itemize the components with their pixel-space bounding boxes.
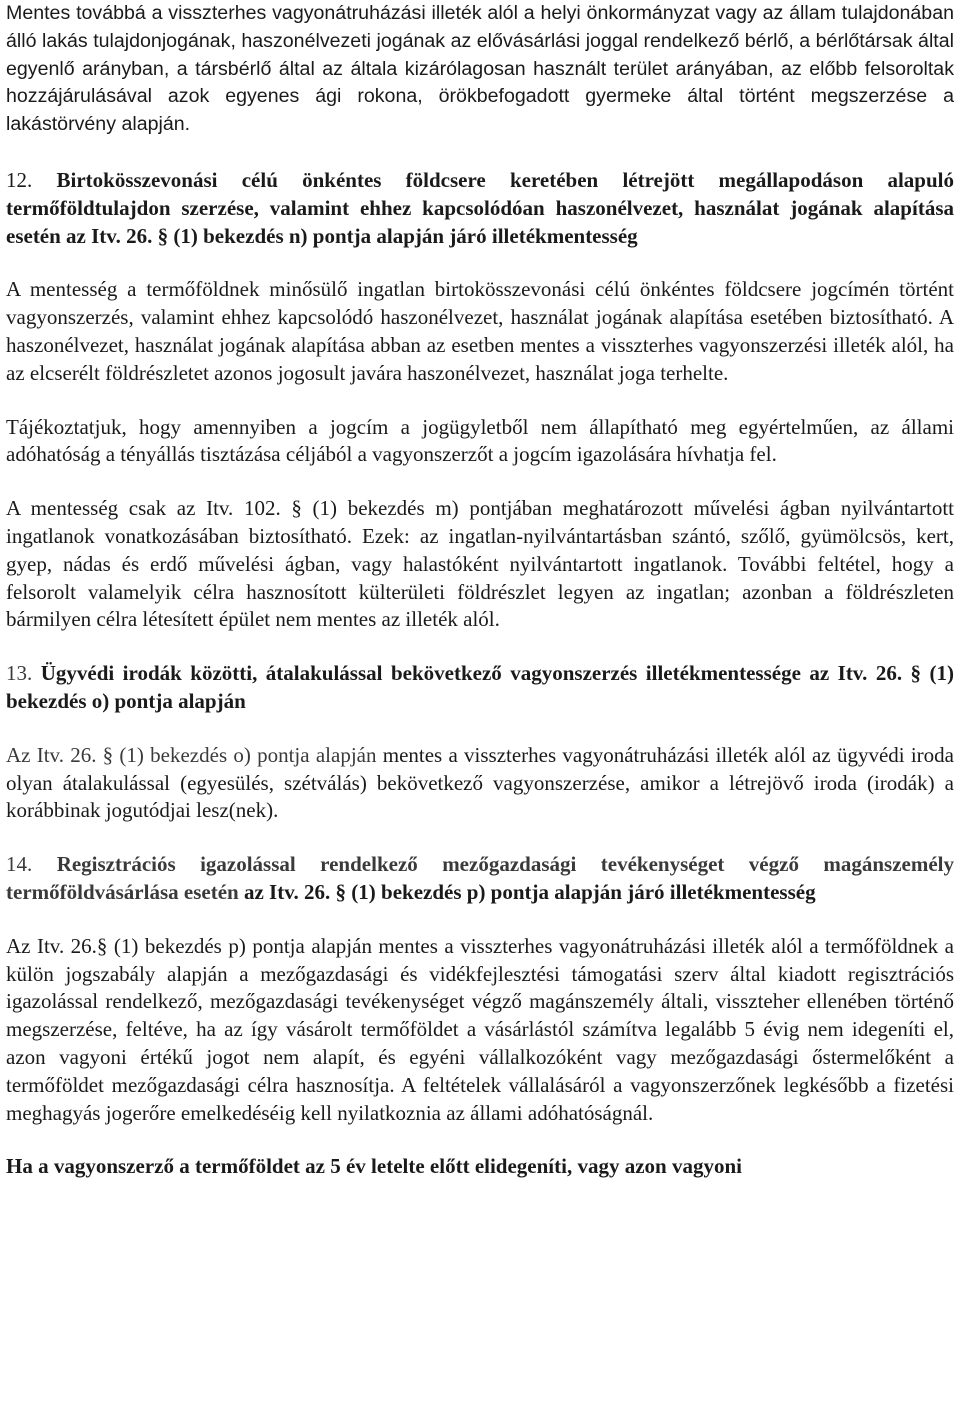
section-14-paragraph-2: Ha a vagyonszerző a termőföldet az 5 év letelte előtt elidegeníti, vagy azon vagyoni [6, 1154, 742, 1179]
section-14-number: 14. [6, 852, 33, 877]
section-12-paragraph-3: A mentesség csak az Itv. 102. § (1) bekezdés m) pontjában meghatározott művelési ágban nyilvántartott ingatlanok vonatkozásában biztosítható. Ezek: az ingatlan-nyilvántartásban szántó, szőlő, gyümölcsös, kert, gyep, nádas és erdő művelési ágban, vagy halastóként nyilvántartott ingatlanok. További feltétel, hogy a felsorolt valamelyik célra hasznosított külterületi földrészlet legyen az ingatlan; azonban a földrészleten bármilyen célra létesített épület nem mentes az illeték alól. [6, 496, 954, 632]
section-14-paragraph-1: Az Itv. 26.§ (1) bekezdés p) pontja alapján mentes a visszterhes vagyonátruházási illeték alól a termőföldnek a külön jogszabály alapján a mezőgazdasági és vidékfejlesztési támogatási szerv által kiadott regisztrációs igazolással rendelkező, mezőgazdasági tevékenységet végző magánszemély általi, visszteher ellenében történő megszerzése, feltéve, ha az így vásárolt termőföldet a vásárlástól számítva legalább 5 évig nem idegeníti el, azon vagyoni értékű jogot nem alapít, és egyéni vállalkozóként vagy mezőgazdasági őstermelőként a termőföldet mezőgazdasági célra hasznosítja. A feltételek vállalásáról a vagyonszerzőnek legkésőbb a fizetési meghagyás jogerőre emelkedéséig kell nyilatkoznia az állami adóhatóságnál. [6, 933, 954, 1125]
section-14-title-tail: az Itv. 26. § (1) bekezdés p) pontja alapján járó illetékmentesség [238, 879, 816, 904]
section-12-title: Birtokösszevonási célú önkéntes földcsere keretében létrejött megállapodáson alapuló termőföldtulajdon szerzése, valamint ehhez kapcsolódóan haszonélvezet, használat jogának alapítása esetén az Itv. 26. § (1) bekezdés n) pontja alapján járó illetékmentesség [6, 167, 954, 248]
section-13-paragraph [6, 742, 954, 825]
document-page [6, 0, 954, 1181]
section-13-heading [6, 660, 954, 716]
section-12-paragraph-1: A mentesség a termőföldnek minősülő ingatlan birtokösszevonási célú önkéntes földcsere jogcímén történt vagyonszerzés, valamint ehhez kapcsolódó haszonélvezet, használat jogának alapítása esetében biztosítható. A haszonélvezet, használat jogának alapítása abban az esetben mentes a visszterhes vagyonszerzési illeték alól, ha az elcserélt földrészletet azonos jogosult javára haszonélvezet, használat joga terhelte. [6, 277, 954, 385]
section-12-paragraph-2: Tájékoztatjuk, hogy amennyiben a jogcím a jogügyletből nem állapítható meg egyértelműen, az állami adóhatóság a tényállás tisztázása céljából a vagyonszerzőt a jogcím igazolására hívhatja fel. [6, 414, 954, 467]
intro-paragraph: Mentes továbbá a visszterhes vagyonátruházási illeték alól a helyi önkormányzat vagy az állam tulajdonában álló lakás tulajdonjogának, haszonélvezeti jogának az elővásárlási joggal rendelkező bérlő, a bérlőtársak által egyenlő arányban, a társbérlő által az általa kizárólagosan használt terület arányában, az előbb felsoroltak hozzájárulásával azok egyenes ági rokona, örökbefogadott gyermeke által történt megszerzése a lakástörvény alapján. [6, 2, 954, 136]
section-13-lead: Az Itv. 26. § (1) bekezdés o) pontja alapján [6, 742, 377, 767]
section-13-number: 13. [6, 661, 33, 686]
section-14-title: Regisztrációs igazolással rendelkező mezőgazdasági tevékenységet végző magánszemély termőföldvásárlása esetén [6, 852, 955, 904]
section-13-body: mentes a visszterhes vagyonátruházási illeték alól az ügyvédi iroda olyan átalakulással (egyesülés, szétválás) bekövetkező vagyonszerzése, amikor a létrejövő iroda (irodák) a korábbinak jogutódjai lesz(nek). [6, 742, 954, 823]
section-13-title: Ügyvédi irodák közötti, átalakulással bekövetkező vagyonszerzés illetékmentessége az Itv. 26. § (1) bekezdés o) pontja alapján [6, 661, 955, 713]
section-12-heading [6, 167, 954, 250]
section-12-number: 12. [6, 167, 33, 192]
section-14-heading [6, 851, 954, 907]
